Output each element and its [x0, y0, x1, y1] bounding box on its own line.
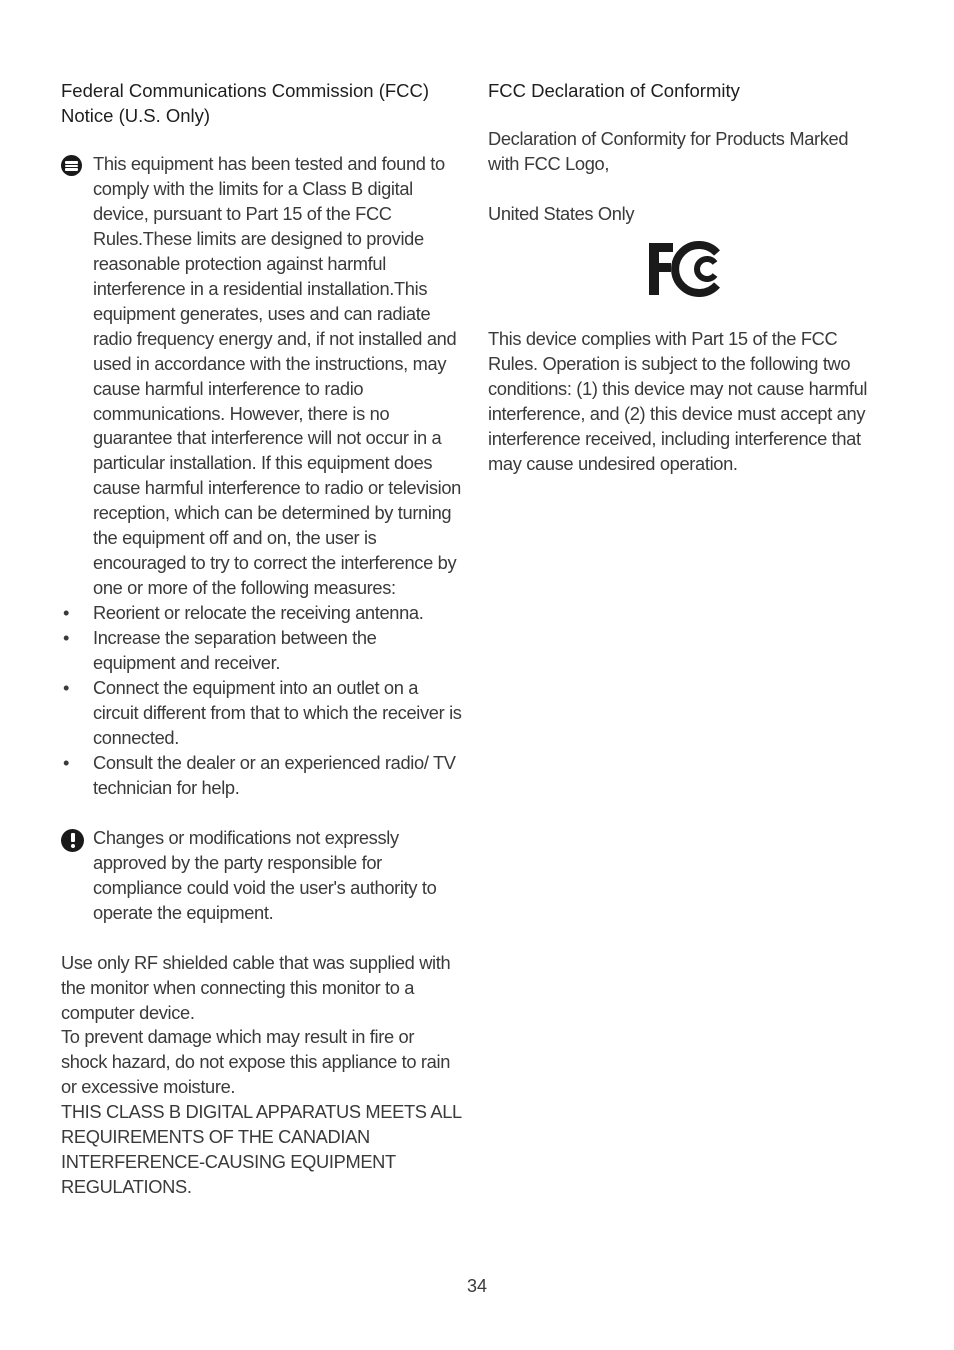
bullet: • [63, 751, 70, 773]
modification-warning-text: Changes or modifications not expressly approved by the party responsible for compliance could void the user's authority to operate the equipment. [93, 826, 437, 923]
list-item [61, 601, 463, 626]
declaration-heading: FCC Declaration of Conformity [488, 80, 740, 101]
right-column [488, 78, 883, 502]
declaration-text: Declaration of Conformity for Products Marked with FCC Logo, [488, 128, 849, 174]
class-b-note [61, 152, 463, 601]
page-number: 34 [466, 1276, 488, 1296]
fcc-notice-heading-line2: Notice (U.S. Only) [61, 105, 211, 126]
fcc-logo [488, 241, 883, 297]
list-item-text: Consult the dealer or an experienced radio/ TV technician for help. [93, 751, 456, 798]
modification-warning [61, 826, 463, 926]
fire-warning-text: To prevent damage which may result in fire or shock hazard, do not expose this appliance to rain or excessive moisture. [61, 1026, 451, 1098]
fcc-logo-icon [647, 241, 725, 297]
left-column [61, 78, 463, 1200]
note-icon [61, 155, 82, 176]
fcc-notice-heading [61, 78, 463, 128]
region-text: United States Only [488, 202, 635, 224]
bullet: • [63, 677, 70, 699]
list-item [61, 626, 463, 676]
measures-list [61, 601, 463, 801]
bullet: • [63, 602, 70, 624]
fcc-notice-heading-line1: Federal Communications Commission (FCC) [61, 80, 430, 101]
list-item-text: Increase the separation between the equipment and receiver. [93, 627, 377, 674]
exclamation-icon [61, 829, 84, 852]
canadian-notice-text: THIS CLASS B DIGITAL APPARATUS MEETS ALL REQUIREMENTS OF THE CANADIAN INTERFERENCE-CAUSING EQUIPMENT REGULATIONS. [61, 1101, 462, 1198]
rf-cable-text: Use only RF shielded cable that was supplied with the monitor when connecting this monitor to a computer device. [61, 951, 451, 1023]
list-item-text: Reorient or relocate the receiving antenna. [93, 602, 424, 624]
list-item [61, 751, 463, 801]
bullet: • [63, 627, 70, 649]
list-item [61, 676, 463, 751]
compliance-text: This device complies with Part 15 of the FCC Rules. Operation is subject to the following two conditions: (1) this device may not cause harmful interference, and (2) this device must accept any interference received, including interference that may cause undesired operation. [488, 327, 868, 474]
list-item-text: Connect the equipment into an outlet on a circuit different from that to which the receiver is connected. [93, 677, 462, 748]
class-b-note-text: This equipment has been tested and found to comply with the limits for a Class B digital device, pursuant to Part 15 of the FCC Rules.These limits are designed to provide reasonable protection against harmful interference in a residential installation.This equipment generates, uses and can radiate radio frequency energy and, if not installed and used in accordance with the instructions, may cause harmful interference to radio communications. However, there is no guarantee that interference will not occur in a particular installation. If this equipment does cause harmful interference to radio or television reception, which can be determined by turning the equipment off and on, the user is encouraged to try to correct the interference by one or more of the following measures: [93, 153, 461, 599]
